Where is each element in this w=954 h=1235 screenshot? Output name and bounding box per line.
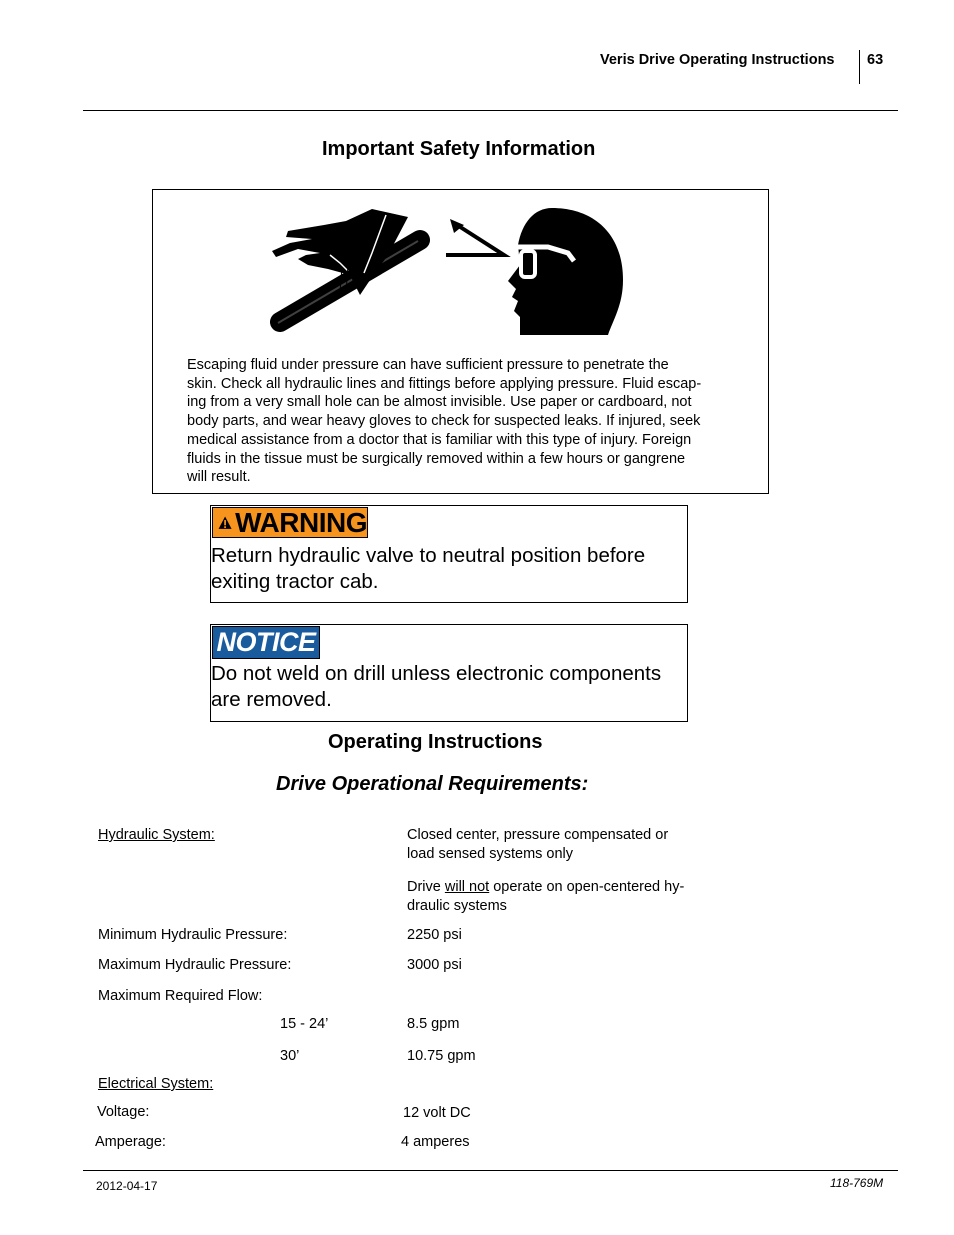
requirements-subheading: Drive Operational Requirements: bbox=[276, 773, 589, 795]
notice-label: NOTICE bbox=[216, 627, 316, 657]
operating-heading: Operating Instructions bbox=[328, 731, 543, 753]
header-separator bbox=[859, 50, 860, 84]
hydraulic-value-line: load sensed systems only bbox=[407, 846, 574, 862]
notice-line: are removed. bbox=[211, 688, 332, 711]
footer-date: 2012-04-17 bbox=[96, 1179, 158, 1193]
min-pressure-value: 2250 psi bbox=[407, 927, 462, 943]
safety-paragraph bbox=[187, 356, 732, 487]
safety-line: fluids in the tissue must be surgically removed within a few hours or gangrene bbox=[187, 450, 686, 467]
warning-triangle-icon bbox=[218, 511, 232, 535]
notice-box bbox=[210, 624, 688, 722]
max-pressure-label: Maximum Hydraulic Pressure: bbox=[98, 957, 292, 973]
note-prefix: Drive bbox=[407, 879, 445, 895]
footer-rule bbox=[83, 1170, 898, 1171]
safety-line: body parts, and wear heavy gloves to check for suspected leaks. If injured, seek bbox=[187, 413, 701, 430]
safety-line: medical assistance from a doctor that is familiar with this type of injury. Foreign bbox=[187, 431, 692, 448]
warning-line: exiting tractor cab. bbox=[211, 570, 379, 593]
amperage-value: 4 amperes bbox=[401, 1134, 470, 1150]
flow-value: 10.75 gpm bbox=[407, 1048, 476, 1064]
warning-line: Return hydraulic valve to neutral position before bbox=[211, 544, 646, 567]
safety-line: will result. bbox=[187, 469, 251, 486]
hydraulic-system-label: Hydraulic System: bbox=[98, 827, 215, 843]
safety-illustration bbox=[268, 205, 628, 340]
flow-value: 8.5 gpm bbox=[407, 1016, 460, 1032]
warning-badge bbox=[212, 507, 368, 538]
hydraulic-value-line: Closed center, pressure compensated or bbox=[407, 827, 669, 843]
running-header-title: Veris Drive Operating Instructions bbox=[600, 52, 835, 68]
amperage-label: Amperage: bbox=[95, 1134, 166, 1150]
note-suffix: operate on open-centered hy- bbox=[489, 879, 685, 895]
voltage-label: Voltage: bbox=[97, 1104, 150, 1120]
header-rule bbox=[83, 110, 898, 111]
safety-line: skin. Check all hydraulic lines and fittings before applying pressure. Fluid escap- bbox=[187, 375, 702, 392]
flow-size: 15 - 24’ bbox=[280, 1016, 329, 1032]
safety-heading: Important Safety Information bbox=[322, 138, 596, 160]
max-flow-label: Maximum Required Flow: bbox=[98, 988, 263, 1004]
note-line2: draulic systems bbox=[407, 898, 507, 914]
safety-glasses-head-icon bbox=[446, 208, 623, 335]
warning-label: WARNING bbox=[235, 506, 367, 538]
voltage-value: 12 volt DC bbox=[403, 1105, 471, 1121]
hydraulic-system-note bbox=[407, 878, 684, 916]
footer-doc-number: 118-769M bbox=[830, 1176, 884, 1190]
warning-box bbox=[210, 505, 688, 603]
safety-line: ing from a very small hole can be almost invisible. Use paper or cardboard, not bbox=[187, 394, 692, 411]
hydraulic-system-value bbox=[407, 826, 668, 864]
max-pressure-value: 3000 psi bbox=[407, 957, 462, 973]
warning-message bbox=[211, 543, 687, 595]
notice-line: Do not weld on drill unless electronic components bbox=[211, 662, 662, 685]
page-number: 63 bbox=[867, 52, 884, 68]
safety-line: Escaping fluid under pressure can have sufficient pressure to penetrate the bbox=[187, 357, 669, 373]
electrical-system-label: Electrical System: bbox=[98, 1076, 214, 1092]
notice-message bbox=[211, 661, 687, 713]
flow-size: 30’ bbox=[280, 1048, 300, 1064]
notice-badge bbox=[212, 626, 320, 659]
hand-leak-icon bbox=[272, 209, 420, 323]
note-emphasis: will not bbox=[444, 879, 490, 895]
min-pressure-label: Minimum Hydraulic Pressure: bbox=[98, 927, 288, 943]
